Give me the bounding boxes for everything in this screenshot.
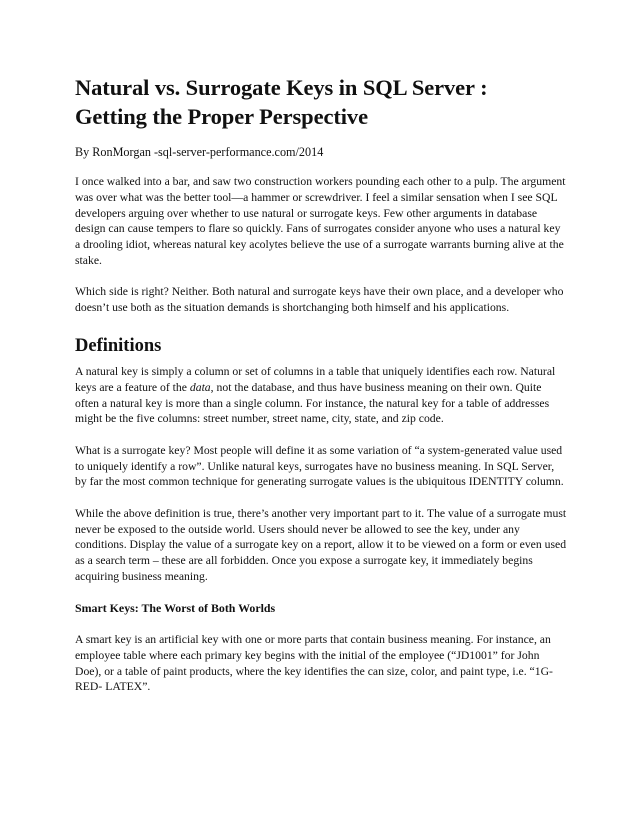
intro-paragraph-2: Which side is right? Neither. Both natural and surrogate keys have their own place, and a developer who doesn’t use both as the situation demands is shortchanging both himself and his applications. <box>75 285 564 315</box>
def-p1-italic-data: data <box>189 380 211 394</box>
smart-keys-heading: Smart Keys: The Worst of Both Worlds <box>75 601 276 616</box>
def-p1-text-after: , not the database, and thus have business meaning on their own. Quite often a natural key is more than a single column. For instance, the natural key for a table of addresses might be the five columns: street number, street name, city, state, and zip code. <box>75 380 550 426</box>
byline: By RonMorgan -sql-server-performance.com/2014 <box>75 145 324 159</box>
intro-paragraph-1: I once walked into a bar, and saw two construction workers pounding each other to a pulp. The argument was over what was the better tool—a hammer or screwdriver. I feel a similar sensation when I see SQL developers arguing over whether to use natural or surrogate keys. Few other arguments in database design can cause tempers to flare so quickly. Fans of surrogates consider anyone who uses a natural key a drooling idiot, whereas natural key acolytes believe the use of a surrogate warrants burning alive at the stake. <box>75 175 566 267</box>
title-line-1: Natural vs. Surrogate Keys in SQL Server : <box>75 75 488 100</box>
document-page <box>75 73 567 695</box>
definitions-paragraph-3: While the above definition is true, there’s another very important part to it. The value of a surrogate must never be exposed to the outside world. Users should never be allowed to see the key, under any conditions. Display the value of a surrogate key on a report, allow it to be viewed on a form or even used as a search term – these are all forbidden. Once you expose a surrogate key, it immediately begins acquiring business meaning. <box>75 506 567 583</box>
definitions-paragraph-2: What is a surrogate key? Most people will define it as some variation of “a system-generated value used to uniquely identify a row”. Unlike natural keys, surrogates have no business meaning. In SQL Server, by far the most common technique for generating surrogate values is the ubiquitous IDENTITY column. <box>75 443 564 489</box>
definitions-heading: Definitions <box>75 335 162 356</box>
definitions-paragraph-1 <box>75 364 567 427</box>
smart-keys-paragraph-1: A smart key is an artificial key with one or more parts that contain business meaning. For instance, an employee table where each primary key begins with the initial of the employee (“JD1001” for John Doe), or a table of paint products, where the key identifies the can size, color, and paint type, i.e. “1G-RED- LATEX”. <box>75 632 553 694</box>
page-title <box>75 73 567 131</box>
title-line-2: Getting the Proper Perspective <box>75 104 368 129</box>
def-p1-text-before: A natural key is simply a column or set of columns in a table that uniquely identifies each row. Natural keys are a feature of the <box>75 364 556 394</box>
